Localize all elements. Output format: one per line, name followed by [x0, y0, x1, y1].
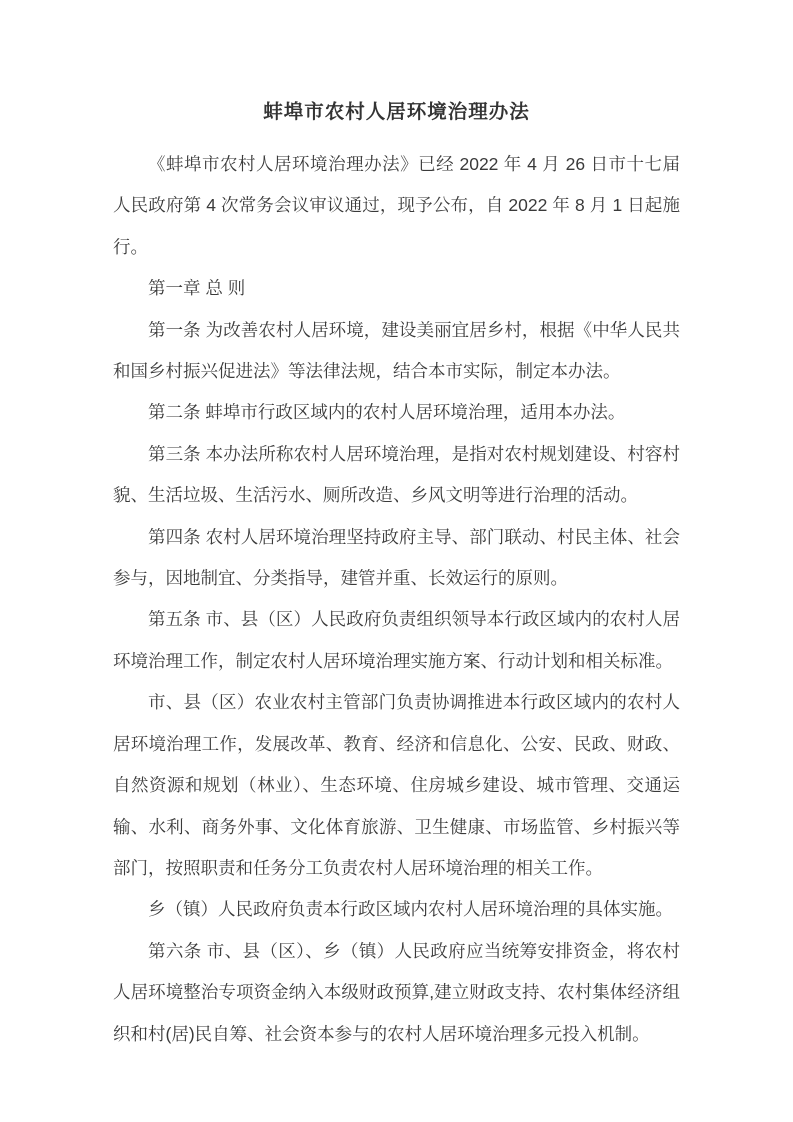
article-5-township-paragraph: 乡（镇）人民政府负责本行政区域内农村人居环境治理的具体实施。 — [148, 899, 673, 920]
article-6: 第六条 市、县（区）、乡（镇）人民政府应当统筹安排资金，将农村人居环境整治专项资金纳入本级财政预算,建立财政支持、农村集体经济组织和村(居)民自筹、社会资本参与的农村人居环境治理多元投入机制。 — [113, 940, 680, 1044]
article-4: 第四条 农村人居环境治理坚持政府主导、部门联动、村民主体、社会参与，因地制宜、分类指导，建管并重、长效运行的原则。 — [113, 526, 680, 589]
chapter-1-heading: 第一章 总 则 — [148, 278, 246, 299]
article-2: 第二条 蚌埠市行政区域内的农村人居环境治理，适用本办法。 — [148, 402, 626, 423]
document-title: 蚌埠市农村人居环境治理办法 — [263, 101, 530, 123]
article-5-departments-paragraph: 市、县（区）农业农村主管部门负责协调推进本行政区域内的农村人居环境治理工作，发展改革、教育、经济和信息化、公安、民政、财政、自然资源和规划（林业）、生态环境、住房城乡建设、城市管理、交通运输、水利、商务外事、文化体育旅游、卫生健康、市场监管、乡村振兴等部门，按照职责和任务分工负责农村人居环境治理的相关工作。 — [113, 692, 680, 878]
promulgation-note: 《蚌埠市农村人居环境治理办法》已经 2022 年 4 月 26 日市十七届人民政府第 4 次常务会议审议通过，现予公布，自 2022 年 8 月 1 日起施行。 — [113, 154, 680, 257]
article-1: 第一条 为改善农村人居环境，建设美丽宜居乡村，根据《中华人民共和国乡村振兴促进法》等法律法规，结合本市实际，制定本办法。 — [113, 319, 680, 382]
article-5: 第五条 市、县（区）人民政府负责组织领导本行政区域内的农村人居环境治理工作，制定农村人居环境治理实施方案、行动计划和相关标准。 — [113, 609, 680, 671]
article-3: 第三条 本办法所称农村人居环境治理，是指对农村规划建设、村容村貌、生活垃圾、生活污水、厕所改造、乡风文明等进行治理的活动。 — [113, 443, 680, 506]
